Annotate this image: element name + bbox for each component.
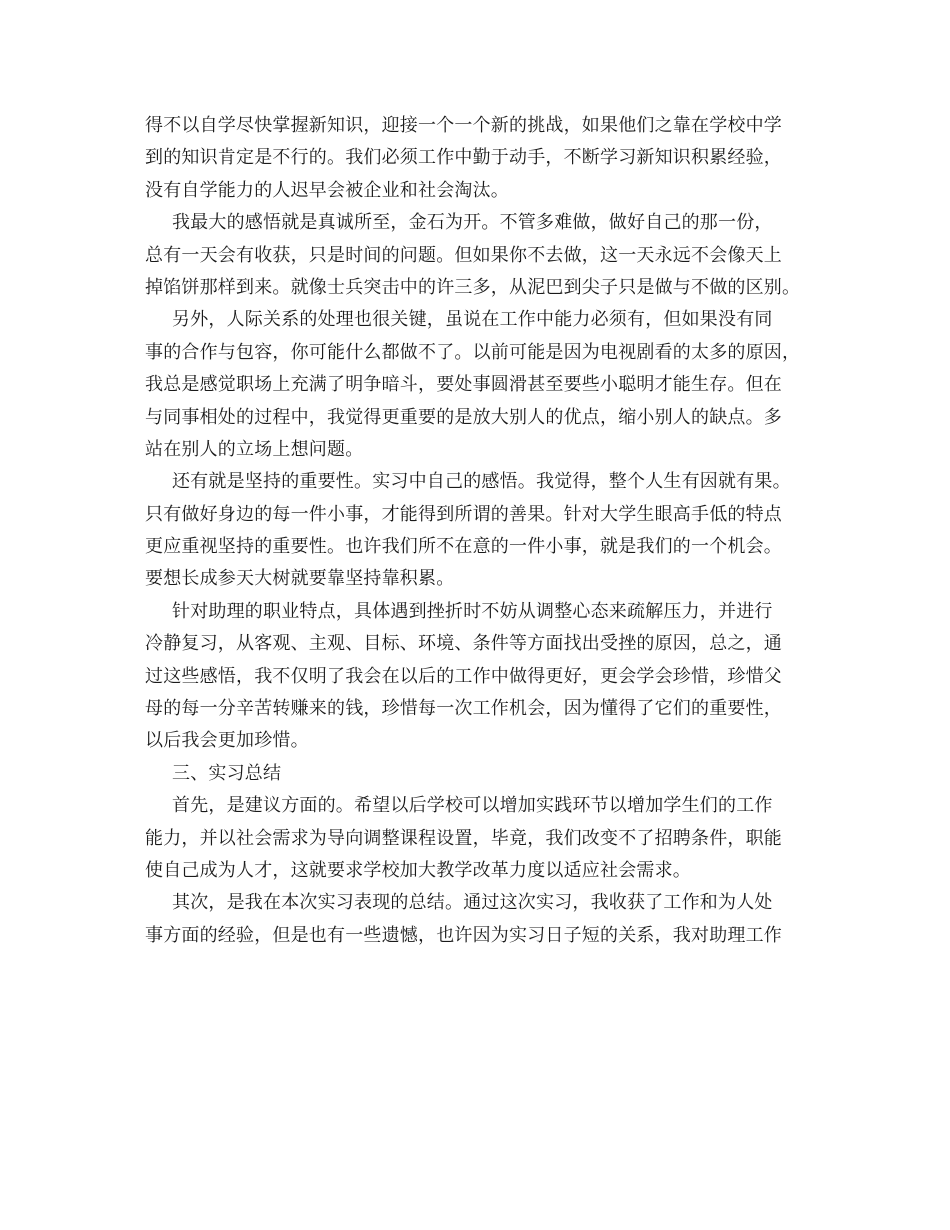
text-line: 我总是感觉职场上充满了明争暗斗，要处事圆滑甚至要些小聪明才能生存。但在 (145, 374, 782, 396)
text-line: 还有就是坚持的重要性。实习中自己的感悟。我觉得，整个人生有因就有果。 (172, 471, 791, 493)
text-line: 没有自学能力的人迟早会被企业和社会淘汰。 (145, 179, 509, 201)
text-line: 针对助理的职业特点，具体遇到挫折时不妨从调整心态来疏解压力，并进行 (172, 600, 773, 622)
text-line: 以后我会更加珍惜。 (145, 730, 309, 752)
text-line: 母的每一分辛苦转赚来的钱，珍惜每一次工作机会，因为懂得了它们的重要性， (145, 698, 782, 720)
text-line: 我最大的感悟就是真诚所至，金石为开。不管多难做，做好自己的那一份， (172, 212, 773, 234)
text-line: 与同事相处的过程中，我觉得更重要的是放大别人的优点，缩小别人的缺点。多 (145, 406, 782, 428)
text-line: 三、实习总结 (172, 762, 282, 784)
text-line: 首先，是建议方面的。希望以后学校可以增加实践环节以增加学生们的工作 (172, 795, 773, 817)
text-line: 事方面的经验，但是也有一些遗憾，也许因为实习日子短的关系，我对助理工作 (145, 924, 782, 946)
text-line: 事的合作与包容，你可能什么都做不了。以前可能是因为电视剧看的太多的原因， (145, 341, 801, 363)
text-line: 冷静复习，从客观、主观、目标、环境、条件等方面找出受挫的原因，总之，通 (145, 633, 782, 655)
text-line: 站在别人的立场上想问题。 (145, 438, 364, 460)
text-line: 要想长成参天大树就要靠坚持靠积累。 (145, 568, 455, 590)
text-line: 掉馅饼那样到来。就像士兵突击中的许三多，从泥巴到尖子只是做与不做的区别。 (145, 276, 801, 298)
text-line: 只有做好身边的每一件小事，才能得到所谓的善果。针对大学生眼高手低的特点 (145, 503, 782, 525)
text-line: 过这些感悟，我不仅明了我会在以后的工作中做得更好，更会学会珍惜，珍惜父 (145, 665, 782, 687)
text-line: 能力，并以社会需求为导向调整课程设置，毕竟，我们改变不了招聘条件，职能 (145, 827, 782, 849)
text-line: 另外，人际关系的处理也很关键，虽说在工作中能力必须有，但如果没有同 (172, 309, 773, 331)
text-line: 更应重视坚持的重要性。也许我们所不在意的一件小事，就是我们的一个机会。 (145, 536, 782, 558)
text-line: 使自己成为人才，这就要求学校加大教学改革力度以适应社会需求。 (145, 859, 691, 881)
text-line: 到的知识肯定是不行的。我们必须工作中勤于动手，不断学习新知识积累经验， (145, 147, 782, 169)
text-line: 其次，是我在本次实习表现的总结。通过这次实习，我收获了工作和为人处 (172, 892, 773, 914)
document-body (145, 110, 810, 952)
text-line: 得不以自学尽快掌握新知识，迎接一个一个新的挑战，如果他们之靠在学校中学 (145, 115, 782, 136)
text-line: 总有一天会有收获，只是时间的问题。但如果你不去做，这一天永远不会像天上 (145, 244, 782, 266)
